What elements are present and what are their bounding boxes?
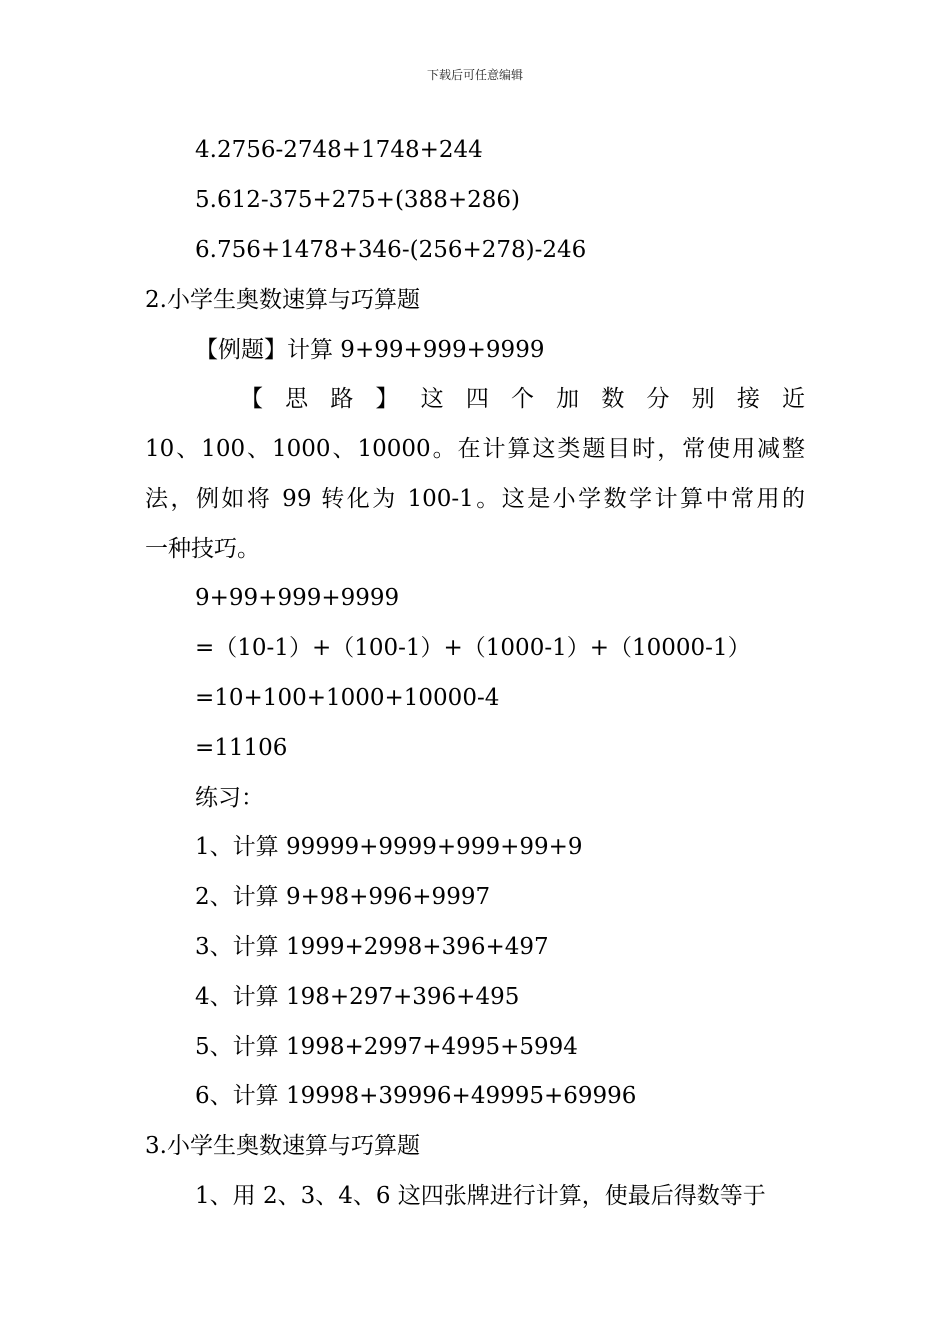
thinking-paragraph	[145, 384, 805, 584]
calc-line-4: =11106	[195, 735, 288, 761]
practice-item-4: 4、计算 198+297+396+495	[195, 984, 520, 1010]
exercise-4: 4.2756-2748+1748+244	[195, 137, 483, 163]
calc-line-2: =（10-1）+（100-1）+（1000-1）+（10000-1）	[195, 635, 751, 661]
practice-item-6: 6、计算 19998+39996+49995+69996	[195, 1083, 637, 1109]
practice-item-1: 1、计算 99999+9999+999+99+9	[195, 834, 583, 860]
question-1: 1、用 2、3、4、6 这四张牌进行计算，使最后得数等于	[195, 1183, 766, 1209]
practice-item-3: 3、计算 1999+2998+396+497	[195, 934, 549, 960]
practice-item-2: 2、计算 9+98+996+9997	[195, 884, 491, 910]
calc-line-1: 9+99+999+9999	[195, 585, 400, 611]
exercise-5: 5.612-375+275+(388+286)	[195, 187, 520, 213]
thinking-line-3: 法，例如将 99 转化为 100-1。这是小学数学计算中常用的	[145, 486, 805, 512]
thinking-line-2: 10、100、1000、10000。在计算这类题目时，常使用减整	[145, 436, 805, 462]
practice-item-5: 5、计算 1998+2997+4995+5994	[195, 1034, 578, 1060]
section-2-title: 2.小学生奥数速算与巧算题	[145, 287, 420, 313]
exercise-6: 6.756+1478+346-(256+278)-246	[195, 237, 587, 263]
thinking-line-4: 一种技巧。	[145, 536, 260, 562]
thinking-line-1: 【 思 路 】 这 四 个 加 数 分 别 接 近	[240, 386, 805, 412]
page-header: 下载后可任意编辑	[426, 68, 523, 82]
example-line: 【例题】计算 9+99+999+9999	[195, 337, 545, 363]
practice-label: 练习：	[195, 785, 264, 811]
section-3-title: 3.小学生奥数速算与巧算题	[145, 1133, 420, 1159]
calc-line-3: =10+100+1000+10000-4	[195, 685, 500, 711]
